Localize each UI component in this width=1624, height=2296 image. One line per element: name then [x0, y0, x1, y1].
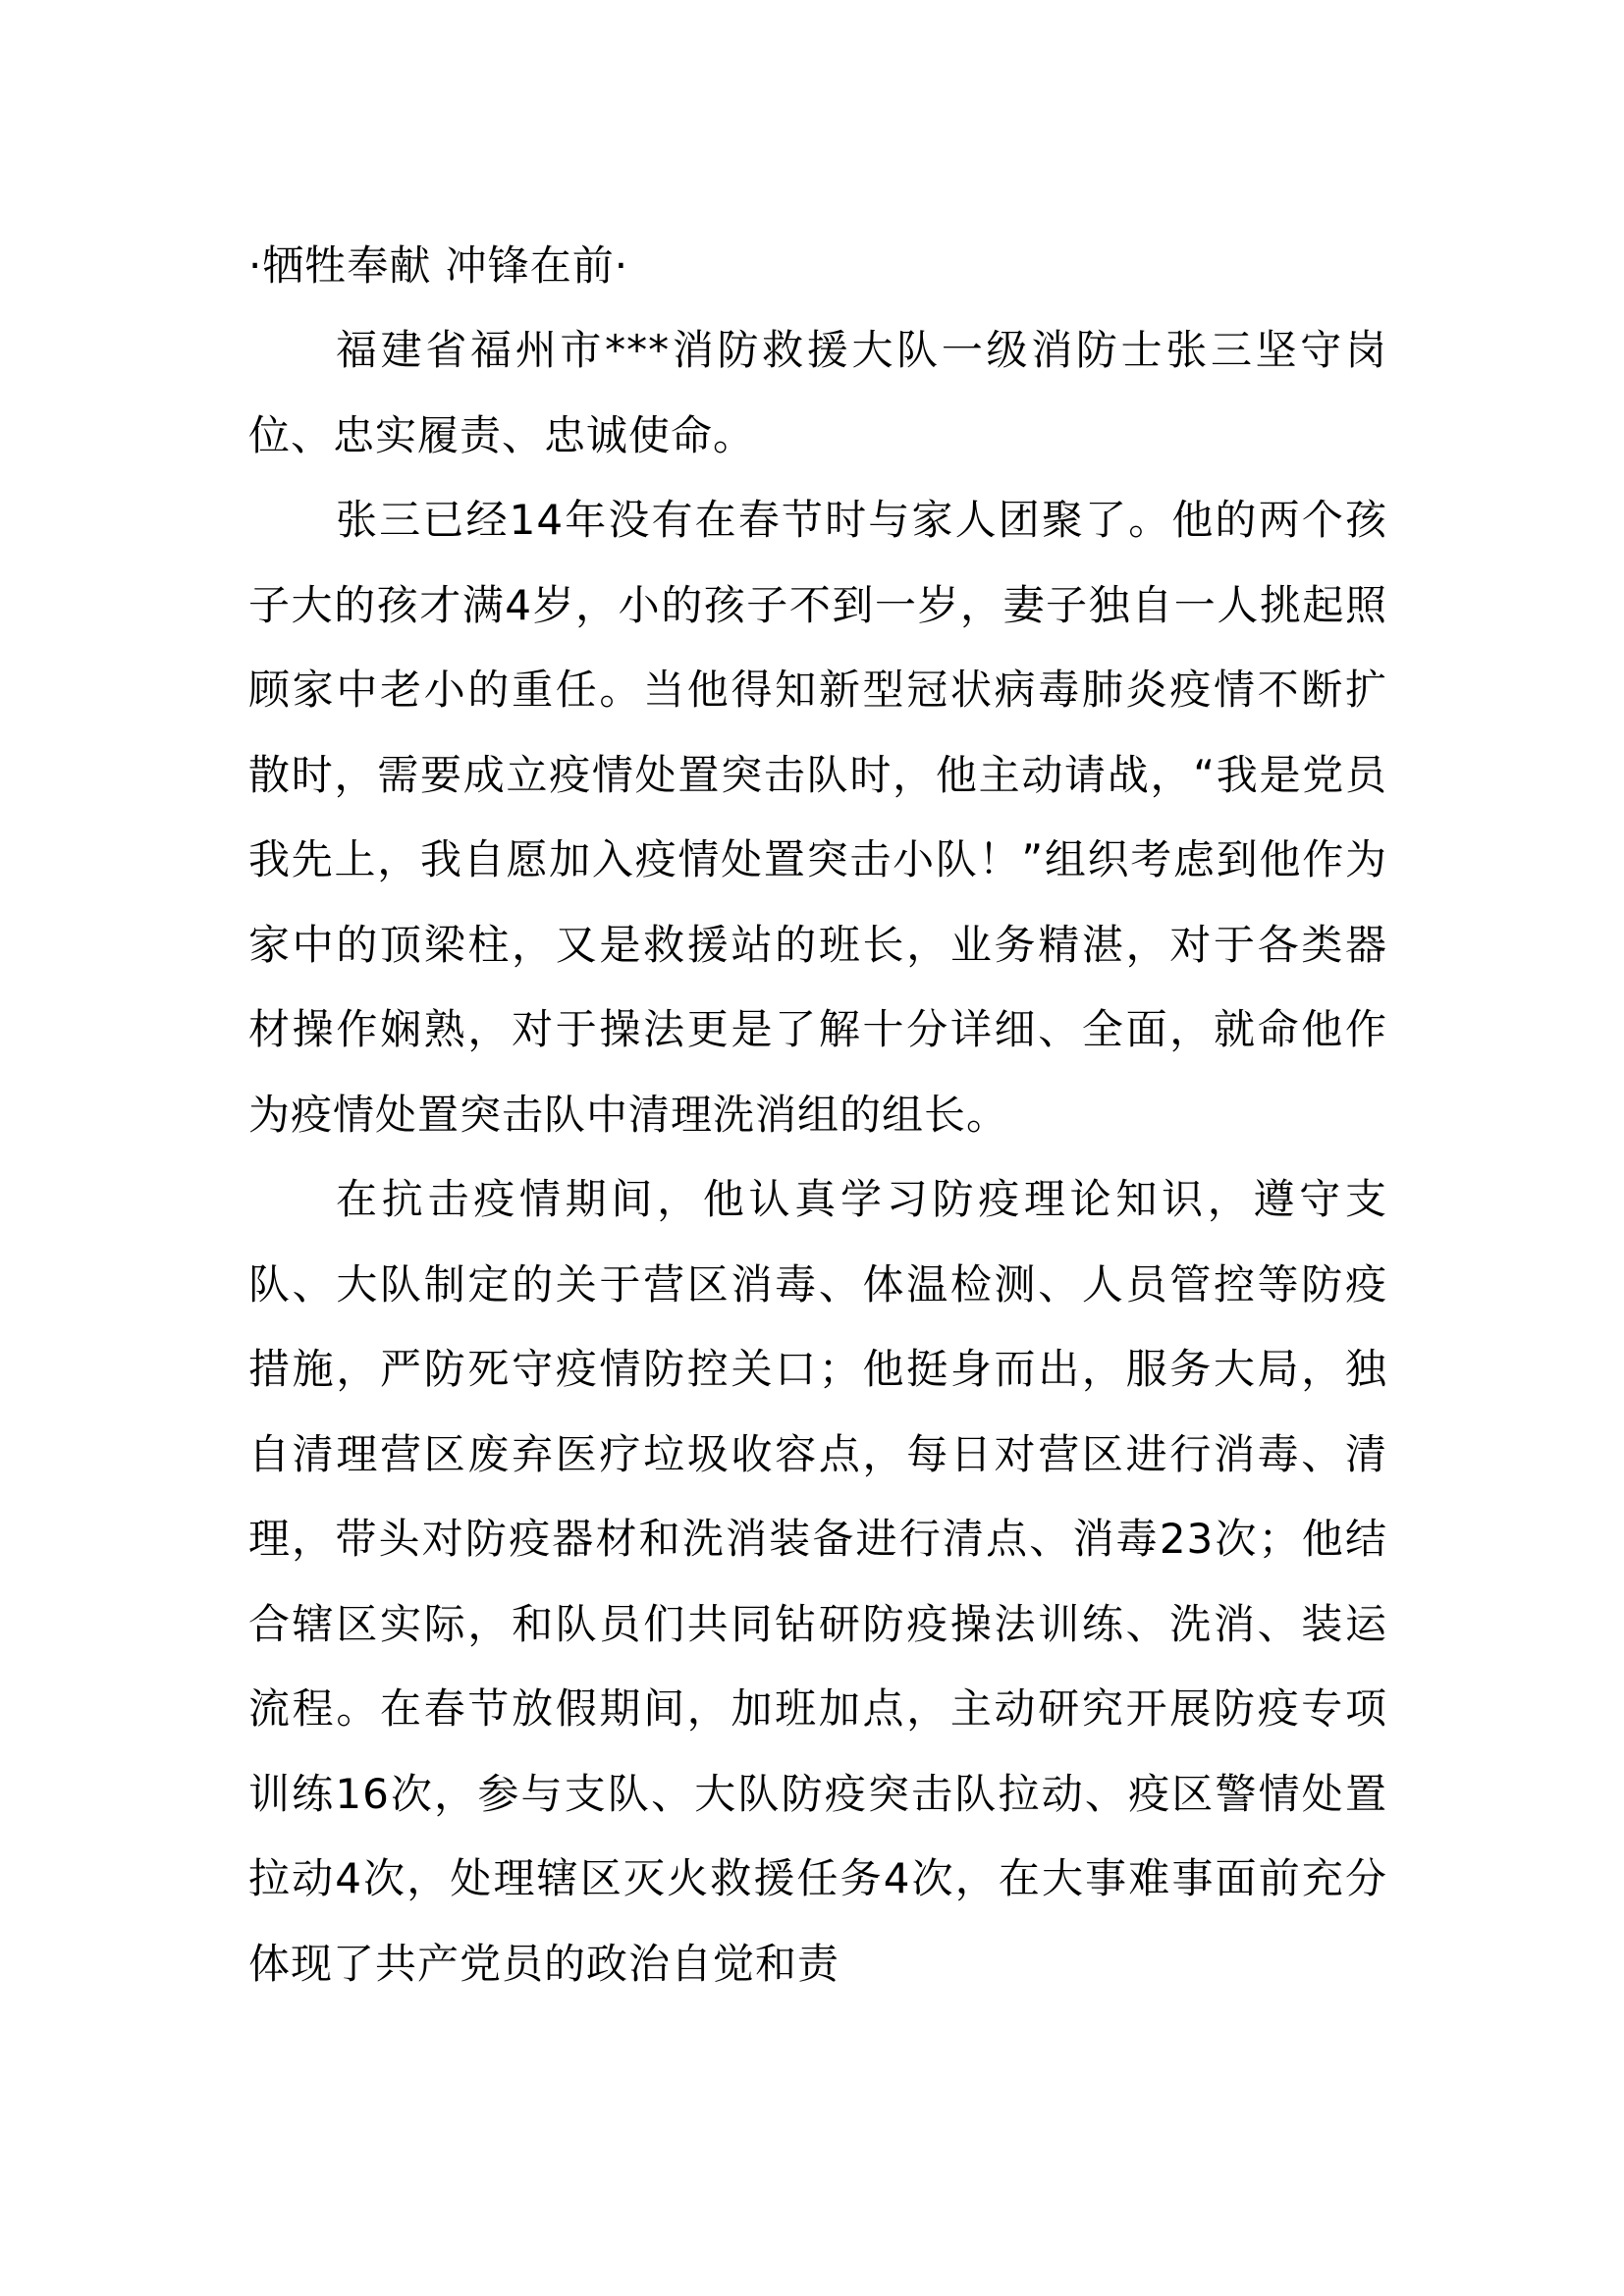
paragraph-2: 张三已经14年没有在春节时与家人团聚了。他的两个孩子大的孩才满4岁，小的孩子不到一岁，妻子独自一人挑起照顾家中老小的重任。当他得知新型冠状病毒肺炎疫情不断扩散时，需要成立疫情处置突击队时，他主动请战，“我是党员我先上，我自愿加入疫情处置突击小队！”组织考虑到他作为家中的顶梁柱，又是救援站的班长，业务精湛，对于各类器材操作娴熟，对于操法更是了解十分详细、全面，就命他作为疫情处置突击队中清理洗消组的组长。 — [248, 496, 1387, 1139]
document-page — [248, 224, 1387, 2006]
paragraph-3: 在抗击疫情期间，他认真学习防疫理论知识，遵守支队、大队制定的关于营区消毒、体温检测、人员管控等防疫措施，严防死守疫情防控关口；他挺身而出，服务大局，独自清理营区废弃医疗垃圾收容点，每日对营区进行消毒、清理，带头对防疫器材和洗消装备进行清点、消毒23次；他结合辖区实际，和队员们共同钻研防疫操法训练、洗消、装运流程。在春节放假期间，加班加点，主动研究开展防疫专项训练16次，参与支队、大队防疫突击队拉动、疫区警情处置拉动4次，处理辖区灭火救援任务4次，在大事难事面前充分体现了共产党员的政治自觉和责 — [248, 1175, 1387, 1988]
section-heading: ·牺牲奉献 冲锋在前· — [248, 241, 629, 290]
paragraph-1: 福建省福州市***消防救援大队一级消防士张三坚守岗位、忠实履责、忠诚使命。 — [248, 326, 1387, 459]
